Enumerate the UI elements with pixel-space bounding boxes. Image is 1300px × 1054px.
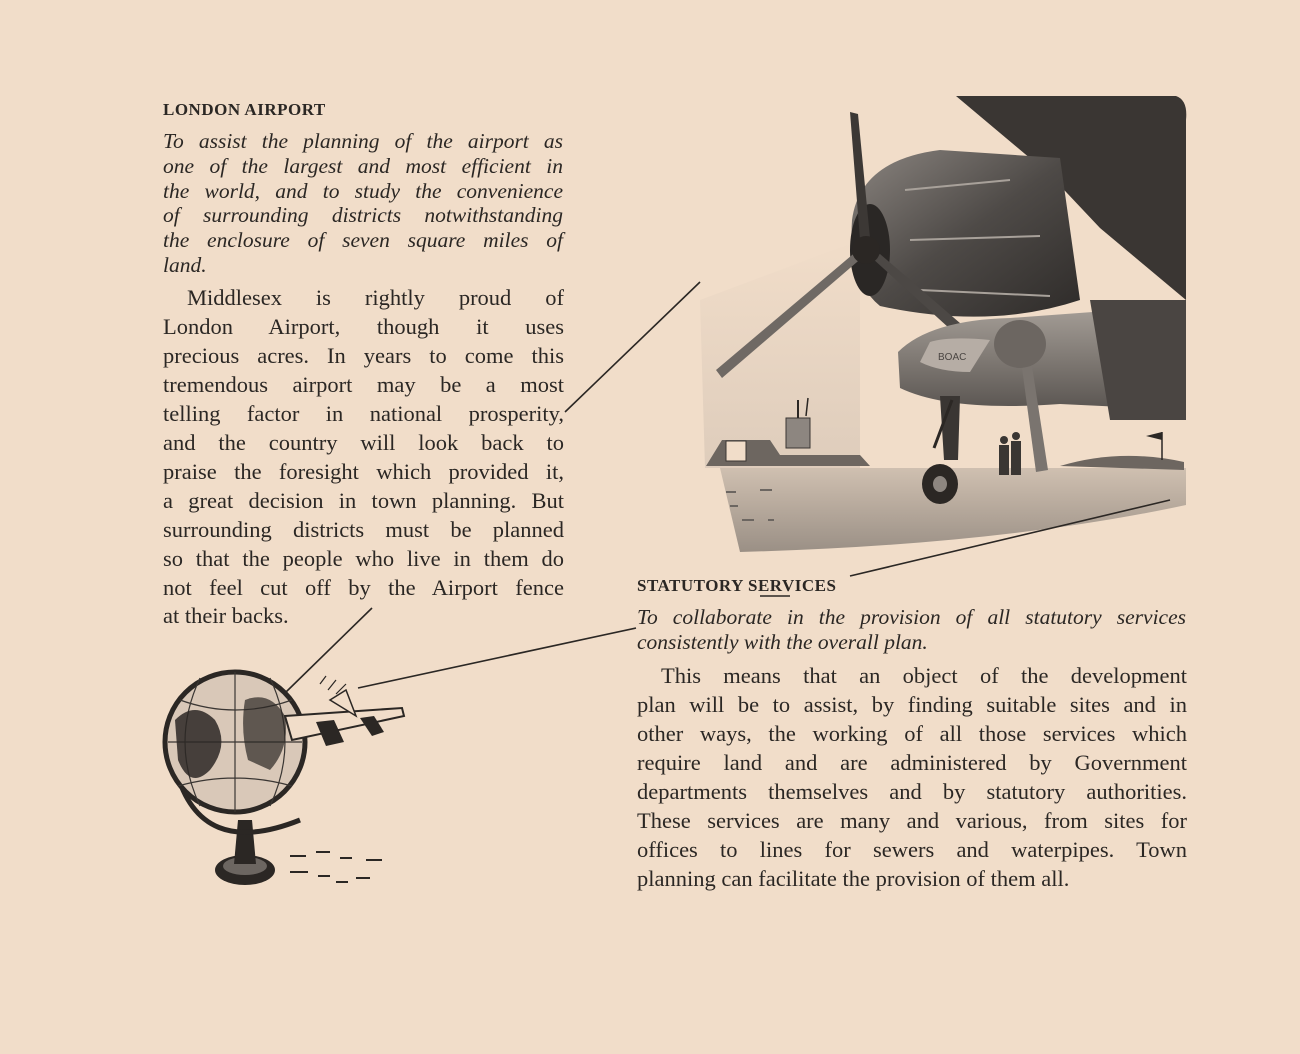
body-line: so that the people who live in them do: [163, 545, 564, 571]
body-line: other ways, the working of all those services which: [637, 720, 1187, 746]
body-line: These services are many and various, from sites for: [637, 807, 1187, 833]
body-line: planning can facilitate the provision of them all.: [637, 865, 1070, 891]
lead-line: the enclosure of seven square miles of: [163, 228, 563, 253]
airliner-illustration: [700, 96, 1186, 552]
lead-line: one of the largest and most efficient in: [163, 153, 563, 178]
lead-line: of surrounding districts notwithstanding: [163, 203, 563, 228]
body-line: praise the foresight which provided it,: [163, 458, 564, 484]
body-line: a great decision in town planning. But: [163, 487, 564, 513]
body-line: telling factor in national prosperity,: [163, 400, 564, 426]
lead-line: consistently with the overall plan.: [637, 629, 928, 654]
body-line: surrounding districts must be planned: [163, 516, 564, 542]
body-line: departments themselves and by statutory authorities.: [637, 778, 1187, 804]
body-line: precious acres. In years to come this: [163, 342, 564, 368]
lead-line: To collaborate in the provision of all statutory services: [637, 605, 1186, 629]
london-airport-heading: LONDON AIRPORT: [163, 100, 326, 119]
connector-prosperity-to-airliner: [565, 282, 700, 412]
boac-lettering: BOAC: [938, 352, 967, 363]
body-line: This means that an object of the development: [661, 663, 1187, 688]
connector-globe-to-statutory: [358, 628, 636, 688]
lead-line: land.: [163, 252, 207, 277]
connector-text-to-globe: [286, 608, 372, 692]
lead-line: To assist the planning of the airport as: [163, 129, 563, 153]
body-line: London Airport, though it uses: [163, 313, 564, 339]
body-line: offices to lines for sewers and waterpipes. Town: [637, 836, 1187, 862]
body-line: plan will be to assist, by finding suitable sites and in: [637, 691, 1187, 717]
lead-line: the world, and to study the convenience: [163, 178, 563, 203]
body-line: at their backs.: [163, 603, 289, 629]
body-line: require land and are administered by Government: [637, 749, 1187, 775]
body-line: not feel cut off by the Airport fence: [163, 574, 564, 600]
statutory-services-heading: STATUTORY SERVICES: [637, 576, 837, 595]
globe-with-plane-illustration: [165, 672, 404, 885]
body-line: Middlesex is rightly proud of: [187, 285, 564, 310]
body-line: tremendous airport may be a most: [163, 371, 564, 397]
body-line: and the country will look back to: [163, 429, 564, 455]
